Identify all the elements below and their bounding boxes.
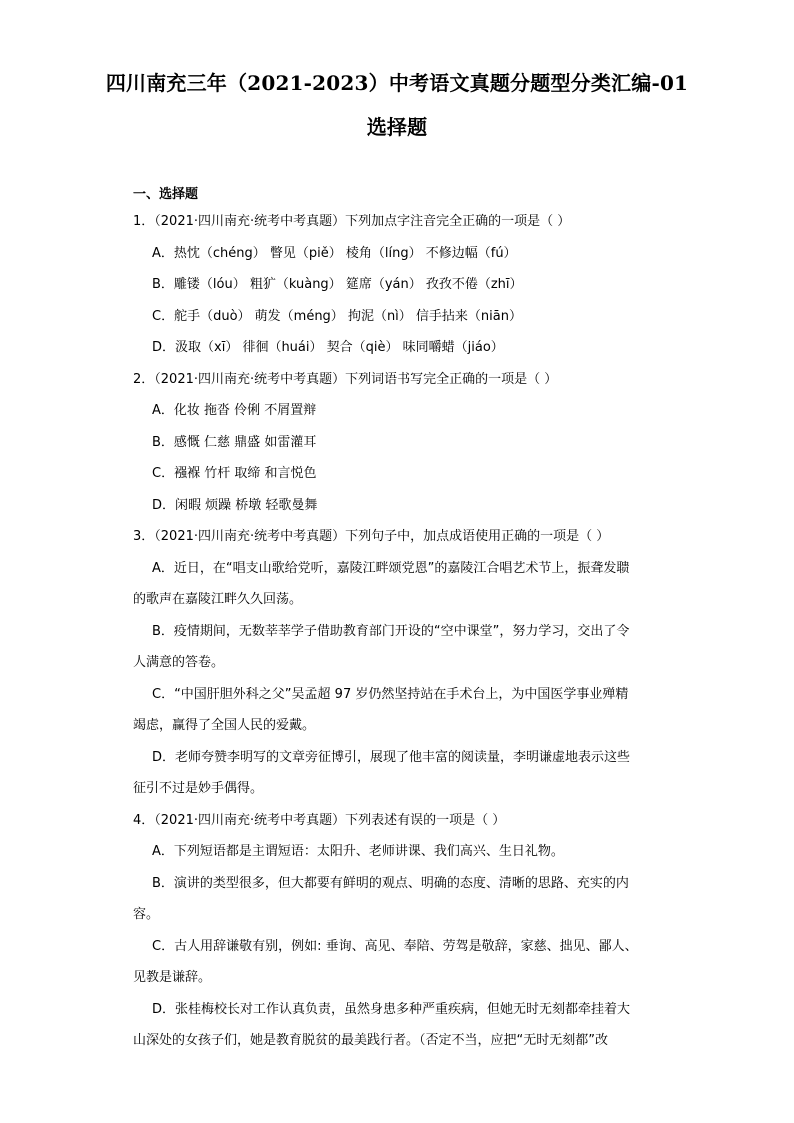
- option-line: 容。: [133, 907, 160, 922]
- option-d: [133, 1000, 663, 1063]
- option-line: A．近日，在“唱支山歌给党听，嘉陵江畔颂党恩”的嘉陵江合唱艺术节上，振聋发聩: [152, 560, 630, 576]
- option-line: 征引不过是妙手偶得。: [133, 781, 264, 796]
- option-c: C．舵手（duò） 萌发（méng） 拘泥（nì） 信手拈来（niān）: [152, 308, 522, 324]
- option-line: C．古人用辞谦敬有别，例如: 垂询、高见、奉陪、劳驾是敬辞，家慈、拙见、鄙人、: [152, 938, 638, 954]
- option-d: D．汲取（xī） 徘徊（huái） 契合（qiè） 味同嚼蜡（jiáo）: [152, 340, 504, 355]
- question-2: [133, 370, 663, 516]
- question-stem: 4．（2021·四川南充·统考中考真题）下列表述有误的一项是（ ）: [133, 812, 506, 828]
- option-line: D．老师夸赞李明写的文章旁征博引，展现了他丰富的阅读量，李明谦虚地表示这些: [152, 749, 631, 765]
- question-stem: 1．（2021·四川南充·统考中考真题）下列加点字注音完全正确的一项是（ ）: [133, 214, 571, 229]
- option-c: C．襁褓 竹杆 取缔 和言悦色: [152, 466, 317, 481]
- option-c: [133, 685, 663, 748]
- option-line: 竭虑，赢得了全国人民的爱戴。: [133, 718, 316, 733]
- option-line: C．“中国肝胆外科之父”吴孟超 97 岁仍然坚持站在手术台上，为中国医学事业殚精: [152, 686, 629, 702]
- option-line: B．演讲的类型很多，但大都要有鲜明的观点、明确的态度、清晰的思路、充实的内: [152, 875, 629, 891]
- question-stem: 3．（2021·四川南充·统考中考真题）下列句子中，加点成语使用正确的一项是（ ）: [133, 529, 610, 544]
- question-stem: 2．（2021·四川南充·统考中考真题）下列词语书写完全正确的一项是（ ）: [133, 371, 558, 387]
- option-b: [133, 874, 663, 937]
- option-line: 见教是谦辞。: [133, 970, 212, 985]
- option-a: A．热忱（chéng） 瞥见（piě） 棱角（líng） 不修边幅（fú）: [152, 245, 517, 261]
- section-heading: 一、选择题: [133, 187, 199, 202]
- option-a: [133, 559, 663, 622]
- option-line: B．疫情期间，无数莘莘学子借助教育部门开设的“空中课堂”，努力学习，交出了令: [152, 623, 630, 639]
- question-3: [133, 527, 663, 811]
- question-1: [133, 212, 663, 358]
- option-a: [152, 842, 663, 874]
- option-line: 人满意的答卷。: [133, 655, 225, 670]
- option-b: B．雕镂（lóu） 粗犷（kuàng） 筵席（yán） 孜孜不倦（zhī）: [152, 277, 523, 292]
- option-d: [133, 748, 663, 811]
- question-list: [133, 212, 663, 1063]
- option-d: D．闲暇 烦躁 桥墩 轻歌曼舞: [152, 497, 318, 513]
- option-line: 的歌声在嘉陵江畔久久回荡。: [133, 592, 303, 607]
- option-c: [133, 937, 663, 1000]
- option-line: 山深处的女孩子们，她是教育脱贫的最美践行者。（否定不当，应把“无时无刻都”改: [133, 1033, 608, 1048]
- question-4: [133, 811, 663, 1063]
- option-b: [133, 622, 663, 685]
- option-a: A．化妆 拖沓 伶俐 不屑置辩: [152, 403, 317, 418]
- document-title-line-2: 选择题: [366, 115, 428, 139]
- option-b: B．感慨 仁慈 鼎盛 如雷灌耳: [152, 434, 317, 450]
- option-line: A．下列短语都是主谓短语：太阳升、老师讲课、我们高兴、生日礼物。: [152, 844, 564, 859]
- document-title-line-1: 四川南充三年（2021-2023）中考语文真题分题型分类汇编-01: [105, 71, 689, 95]
- option-line: D．张桂梅校长对工作认真负责，虽然身患多种严重疾病，但她无时无刻都牵挂着大: [152, 1001, 631, 1017]
